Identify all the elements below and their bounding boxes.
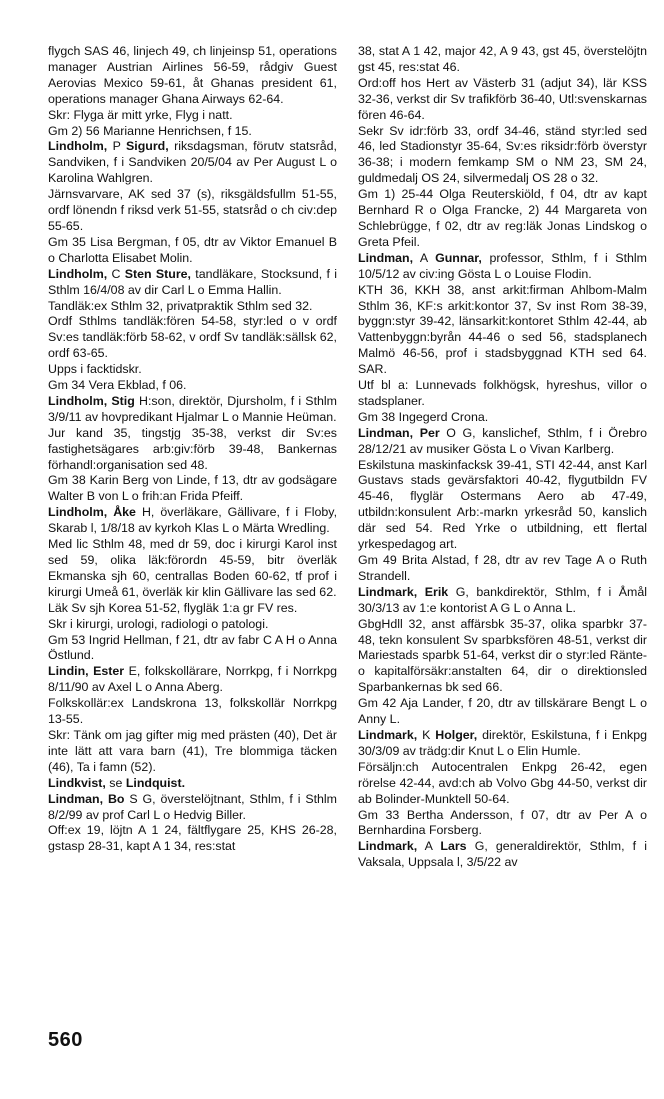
entry-text: GbgHdll 32, anst affärsbk 35-37, olika sparbkr 37-48, tekn konsulent Sv sparbksfören 48-51, verkst dir Mariestads sparbk 51-64, verkst dir o styr:led Ränte- o kapitalförsäkr:anstalten 64, dir o direktionsled Sparbankernas bk sed 66. [358,616,647,695]
biography-entry [48,394,337,505]
biography-entry [48,139,337,266]
entry-text: Ordf Sthlms tandläk:fören 54-58, styr:led o v ordf Sv:es tandläk:förb 58-62, v ordf Sv tandläk:sällsk 62, ordf 63-65. [48,314,337,361]
entry-text: G, generaldirektör, Sthlm, f i Vaksala, Uppsala l, 3/5/22 av [358,839,648,870]
entry-surname: Lindmark, [358,727,418,742]
entry-paragraph [48,823,337,855]
entry-paragraph [358,76,647,124]
entry-surname: Lindholm, [48,266,108,281]
entry-text: Utf bl a: Lunnevads folkhögsk, hyreshus, villor o stadsplaner. [358,378,647,408]
biography-entry [48,505,337,664]
entry-paragraph [358,251,647,283]
biography-entry [48,267,337,394]
entry-initials: K [417,727,436,742]
entry-paragraph [48,394,337,426]
entry-given-name: Lars [440,839,467,854]
entry-initials: se [105,775,126,790]
entry-paragraph [48,537,337,601]
entry-surname: Lindin, [48,664,89,679]
entry-paragraph [48,473,337,505]
entry-surname: Lindmark, [358,839,418,854]
entry-paragraph [358,283,647,378]
entry-text: Gm 1) 25-44 Olga Reuterskiöld, f 04, dtr av kapt Bernhard R o Olga Francke, 2) 44 Margareta von Schlebrügge, f 02, dtr av reg:läk Jonas Lindskog o Greta Pfeil. [358,187,647,249]
entry-paragraph [48,362,337,378]
entry-surname: Lindkvist, [48,775,106,790]
entry-text: G, bankdirektör, Sthlm, f i Åmål 30/3/13 av 1:e kontorist A G L o Anna L. [358,584,647,615]
entry-text: O G, kanslichef, Sthlm, f i Örebro 28/12/21 av musiker Gösta L o Vivan Karlberg. [358,425,647,456]
entry-text: E, folkskollärare, Norrkpg, f i Norrkpg 8/11/90 av Axel L o Anna Aberg. [48,664,337,695]
entry-text: Jur kand 35, tingstjg 35-38, verkst dir Sv:es fastighetsägares arb:giv:förb 39-48, Bankernas förhandl:organisation sed 48. [48,425,337,472]
entry-text: riksdagsman, förutv statsråd, Sandviken, f i Sandviken 20/5/04 av Per August L o Karolina Wahlgren. [48,139,337,186]
entry-paragraph [48,139,337,187]
entry-paragraph [48,617,337,633]
biography-entry [48,776,337,792]
entry-text: H, överläkare, Gällivare, f i Floby, Skarab l, 1/8/18 av kyrkoh Klas L o Märta Wredling. [48,505,338,536]
entry-paragraph [48,108,337,124]
biography-entry [48,44,337,139]
biography-entry [358,426,647,585]
entry-text: Skr: Tänk om jag gifter mig med prästen (40), Det är inte lätt att vara barn (41), Tre blommiga täcken (46), Ta i famn (52). [48,727,337,774]
entry-paragraph [358,728,647,760]
entry-given-name: Gunnar, [435,250,482,265]
entry-initials: A [417,839,441,854]
entry-text: Gm 49 Brita Alstad, f 28, dtr av rev Tage A o Ruth Strandell. [358,553,647,583]
entry-paragraph [48,633,337,665]
entry-paragraph [358,458,647,553]
entry-paragraph [48,44,337,108]
entry-text: Folkskollär:ex Landskrona 13, folkskollär Norrkpg 13-55. [48,696,337,727]
entry-paragraph [48,314,337,362]
entry-paragraph [48,792,337,824]
entry-paragraph [358,808,647,840]
entry-text: Gm 33 Bertha Andersson, f 07, dtr av Per A o Bernhardina Forsberg. [358,807,647,838]
entry-given-name: Åke [113,505,136,520]
entry-paragraph [48,728,337,776]
entry-given-name: Stig [111,393,135,408]
entry-initials [413,426,420,440]
entry-surname: Lindholm, [48,139,108,154]
left-column [48,44,337,855]
entry-paragraph [358,839,647,871]
entry-text: professor, Sthlm, f i Sthlm 10/5/12 av civ:ing Gösta L o Louise Flodin. [358,250,647,281]
entry-paragraph [48,776,337,792]
entry-text: tandläkare, Stocksund, f i Sthlm 16/4/08 av dir Carl L o Emma Hallin. [48,266,337,297]
biography-entry [358,251,647,426]
entry-text: Läk Sv sjh Korea 51-52, flygläk 1:a gr FV res. [48,600,298,615]
entry-text: Gm 38 Karin Berg von Linde, f 13, dtr av godsägare Walter B von L o frih:an Frida Pfeiff. [48,473,337,504]
entry-paragraph [48,664,337,696]
entry-paragraph [358,410,647,426]
entry-text: 38, stat A 1 42, major 42, A 9 43, gst 45, överstelöjtn gst 45, res:stat 46. [358,44,647,74]
entry-given-name: Lindquist. [125,775,186,790]
biography-entry [48,664,337,775]
entry-paragraph [358,696,647,728]
entry-text: Gm 53 Ingrid Hellman, f 21, dtr av fabr C A H o Anna Östlund. [48,632,337,663]
entry-paragraph [48,187,337,235]
entry-paragraph [358,124,647,188]
entry-paragraph [48,267,337,299]
biography-entry [48,792,337,856]
entry-text: KTH 36, KKH 38, anst arkit:firman Ahlbom-Malm Sthlm 36, KF:s arkit:kontor 37, Sv inst Rom 38-39, byggn:styr 39-42, länsarkit:kontoret Sthlm 42-44, ab Vattenbyggn:byrån 44-46 o sed 56, stadsplanech Malmö 46-56, prof i stadsbyggnad KTH sed 64. SAR. [358,282,647,377]
entry-surname: Lindman, [358,250,414,265]
entry-paragraph [358,44,647,76]
biography-entry [358,44,647,251]
entry-paragraph [358,760,647,808]
entry-text: Gm 34 Vera Ekblad, f 06. [48,378,187,393]
entry-text: Tandläk:ex Sthlm 32, privatpraktik Sthlm sed 32. [48,298,313,313]
entry-given-name: Sten Sture, [124,266,191,281]
entry-paragraph [358,378,647,410]
entry-paragraph [48,696,337,728]
entry-paragraph [48,378,337,394]
entry-text: Gm 2) 56 Marianne Henrichsen, f 15. [48,123,252,138]
entry-initials: A [413,250,436,265]
biography-entry [358,585,647,728]
right-column [358,44,647,871]
entry-initials: C [107,266,125,281]
entry-paragraph [48,124,337,140]
entry-given-name: Erik [424,584,449,599]
entry-text: Skr: Flyga är mitt yrke, Flyg i natt. [48,107,233,122]
entry-paragraph [358,617,647,697]
entry-given-name: Sigurd, [126,139,169,154]
entry-text: Eskilstuna maskinfacksk 39-41, STI 42-44, anst Karl Gustavs stads gevärsfaktori 40-42, flygutbildn FV 45-46, flyglär Ostermans Aero ab 47-49, utbildn:konsulent Arb:-markn yrkesråd 50, kanslich där sed 54. Red Yrke o utbildning, ett flertal yrkespedagog art. [358,457,647,552]
page-number: 560 [48,1029,83,1051]
entry-surname: Lindman, [48,791,104,806]
entry-text: Ord:off hos Hert av Västerb 31 (adjut 34), lär KSS 32-36, verkst dir Sv trafikförb 36-40, Utl:svenskarnas fören 46-64. [358,75,647,122]
entry-text: Gm 35 Lisa Bergman, f 05, dtr av Viktor Emanuel B o Charlotta Elisabet Molin. [48,234,337,265]
biography-entry [358,728,647,839]
entry-paragraph [48,426,337,474]
entry-text: Gm 38 Ingegerd Crona. [358,409,489,424]
entry-surname: Lindman, [358,425,414,440]
entry-paragraph [358,585,647,617]
entry-given-name: Holger, [435,727,478,742]
entry-paragraph [48,601,337,617]
entry-text: H:son, direktör, Djursholm, f i Sthlm 3/9/11 av hovpredikant Hjalmar L o Mannie Heüman. [48,393,337,424]
entry-text: Gm 42 Aja Lander, f 20, dtr av tillskärare Bengt L o Anny L. [358,696,647,727]
biography-entry [358,839,647,871]
entry-paragraph [48,505,337,537]
entry-text: Järnsvarvare, AK sed 37 (s), riksgäldsfullm 51-55, ordf lönendn f riksd verk 51-55, statsråd o ch civ:dep 55-65. [48,187,337,233]
entry-text: S G, överstelöjtnant, Sthlm, f i Sthlm 8/2/99 av prof Carl L o Hedvig Biller. [48,791,338,822]
entry-text: Försäljn:ch Autocentralen Enkpg 26-42, egen rörelse 42-44, avd:ch ab Volvo Gbg 44-50, verkst dir ab Bolinder-Munktell 50-64. [358,759,647,806]
entry-given-name: Bo [107,791,125,806]
entry-initials [417,585,425,599]
entry-text: Upps i facktidskr. [48,362,142,377]
entry-paragraph [48,299,337,315]
entry-paragraph [358,187,647,251]
entry-given-name: Ester [93,664,125,679]
entry-text: flygch SAS 46, linjech 49, ch linjeinsp 51, operations manager Austrian Airlines 56-59, rådgiv Guest Aerovias Mexico 59-61, åt Ghanas president 61, operations manager Ghana Airways 62-64. [48,44,337,106]
entry-paragraph [358,553,647,585]
entry-given-name: Per [419,425,440,440]
entry-text: Off:ex 19, löjtn A 1 24, fältflygare 25, KHS 26-28, gstasp 28-31, kapt A 1 34, res:stat [48,823,337,854]
entry-paragraph [48,235,337,267]
entry-surname: Lindholm, [48,393,108,408]
entry-text: Skr i kirurgi, urologi, radiologi o patologi. [48,616,269,631]
entry-paragraph [358,426,647,458]
entry-text: Med lic Sthlm 48, med dr 59, doc i kirurgi Karol inst sed 59, olika läk:förordn 45-59, bitr överläk Ekmanska sjh 60, centrallas Boden 60-62, tf prof i kirurgi Umeå 61, överläk kir klin Gällivare las sed 62. [48,537,337,599]
entry-text: Sekr Sv idr:förb 33, ordf 34-46, ständ styr:led sed 46, led Stadionstyr 35-64, Sv:es riksidr:förb överstyr 36-38; i modern femkamp SM o NM 23, SM 24, guldmedalj OS 24, silvermedalj OS 28 o 32. [358,123,647,186]
entry-surname: Lindmark, [358,584,418,599]
entry-text: direktör, Eskilstuna, f i Enkpg 30/3/09 av trädg:dir Knut L o Elin Humle. [358,727,647,758]
entry-surname: Lindholm, [48,505,108,520]
entry-initials: P [107,139,126,154]
